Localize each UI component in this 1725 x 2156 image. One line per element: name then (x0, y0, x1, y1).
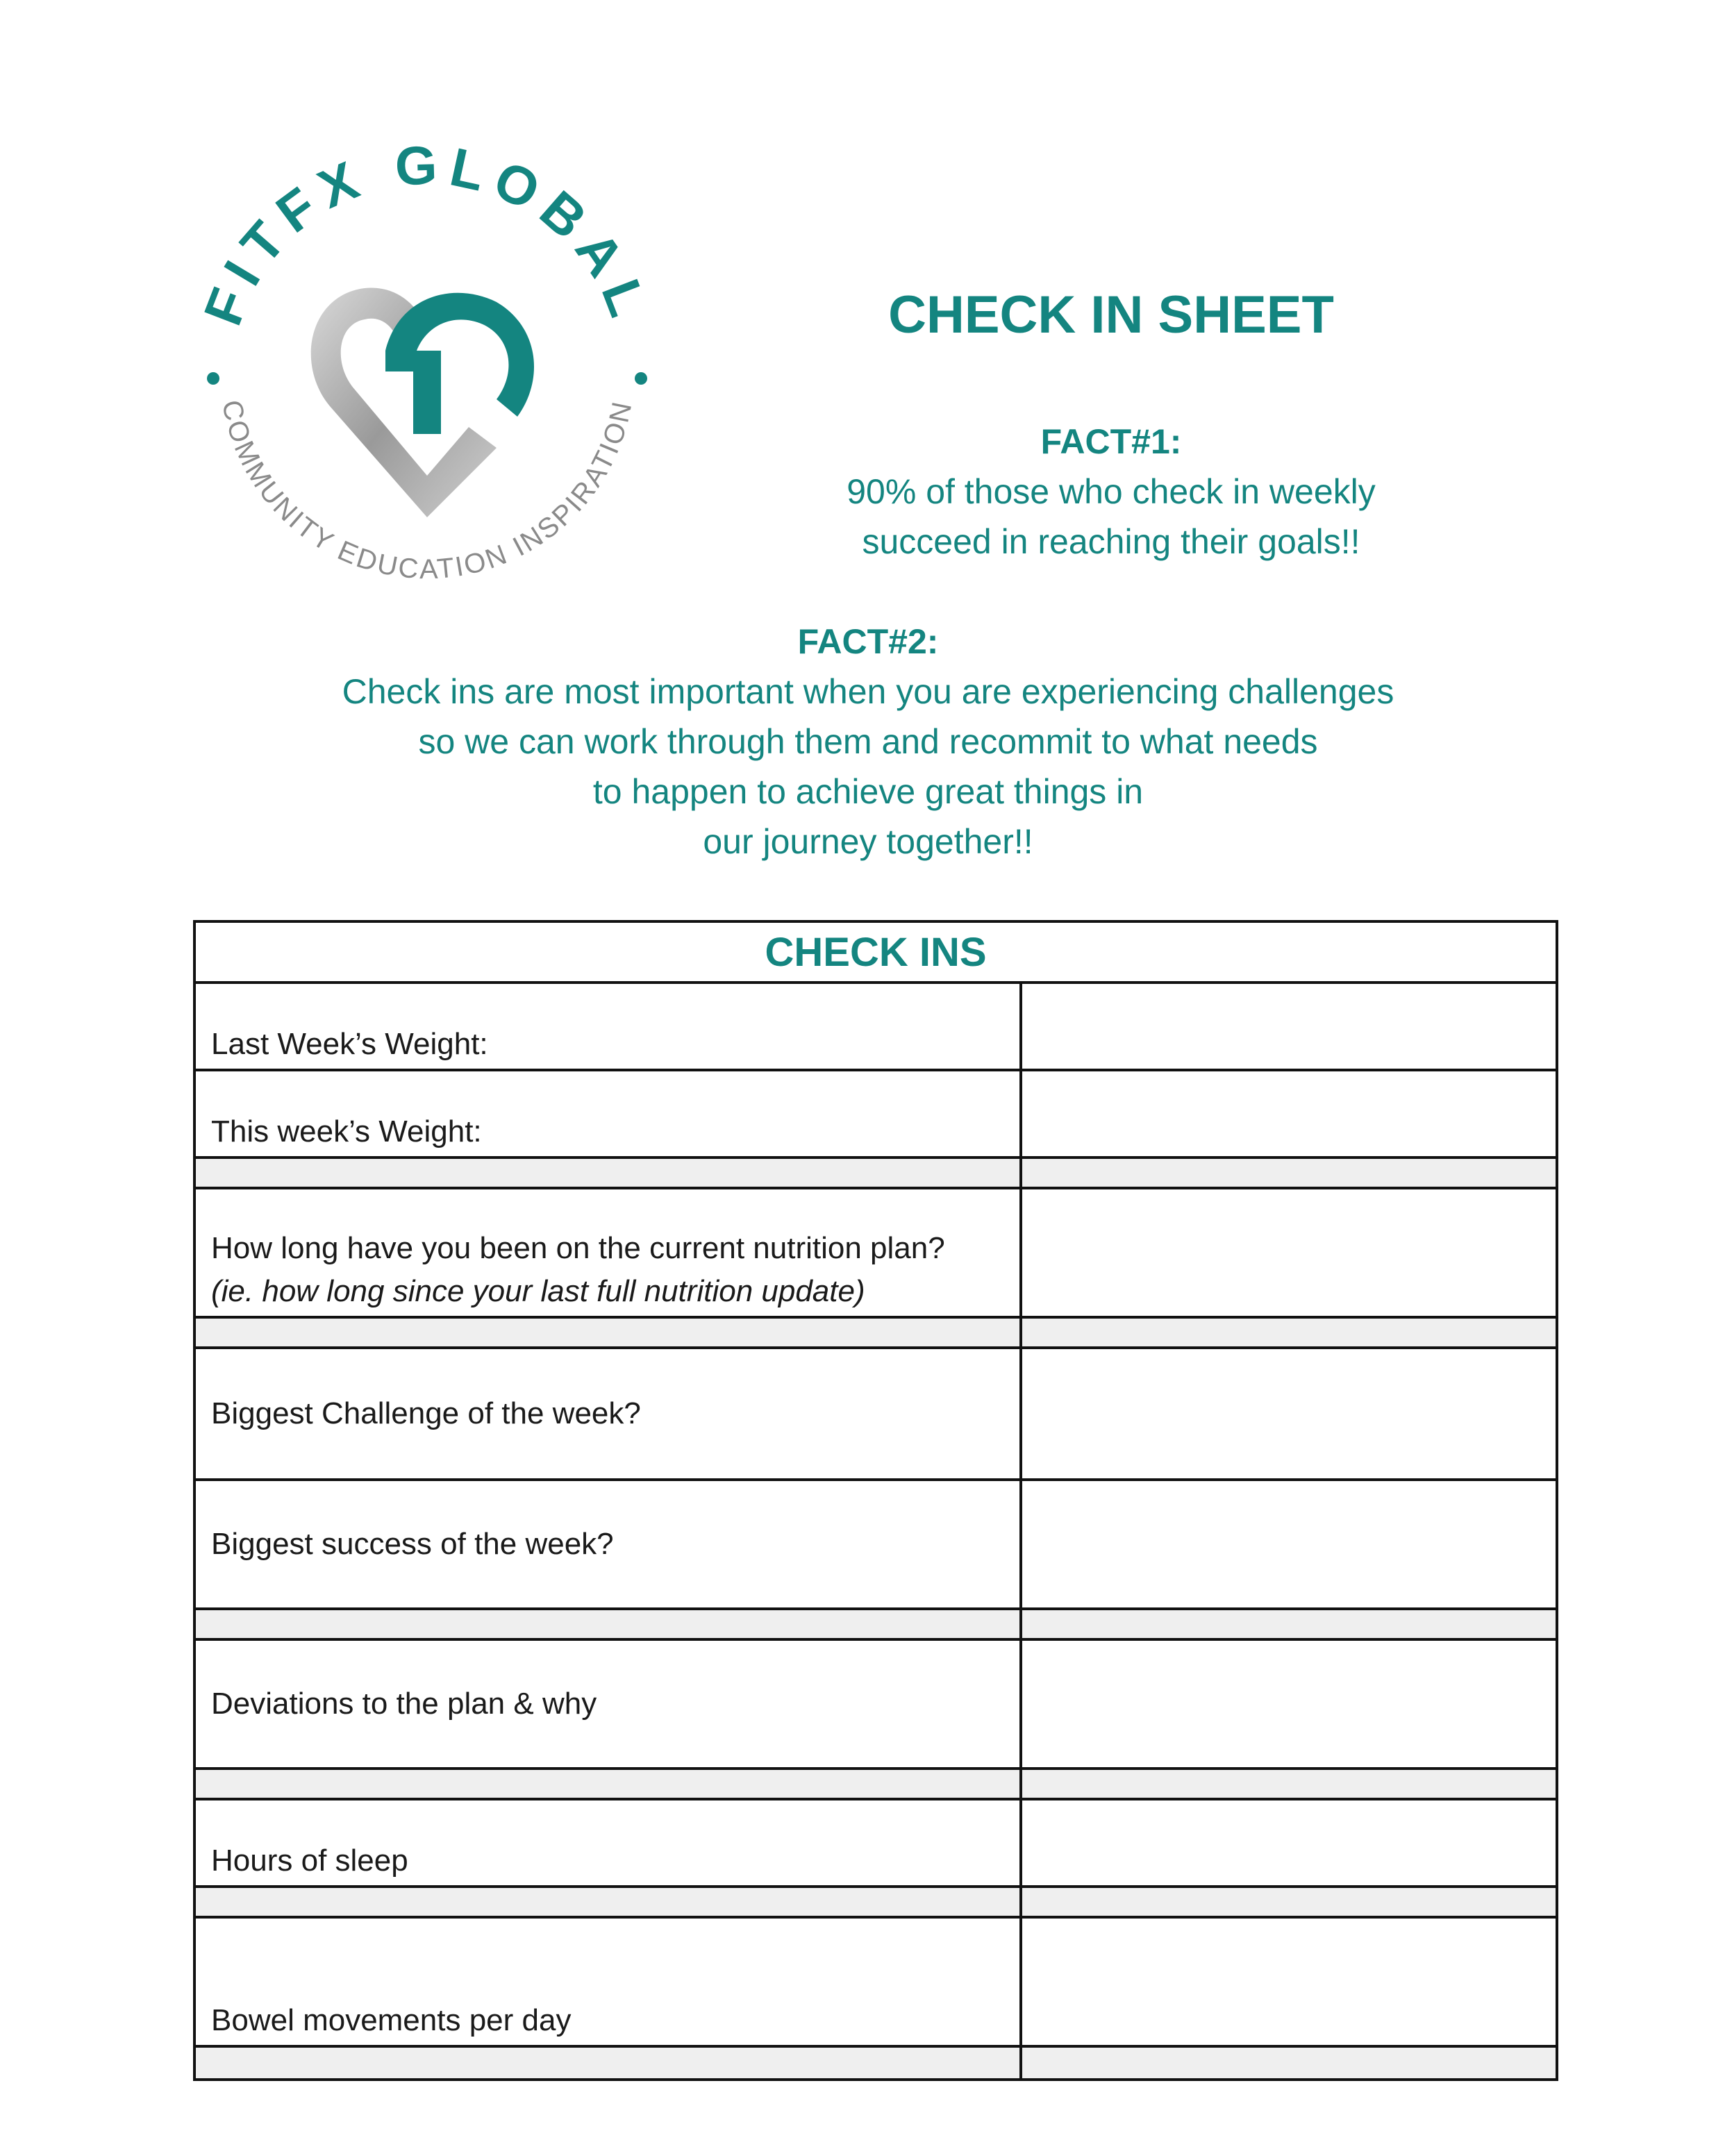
row-label: How long have you been on the current nutrition plan? (ie. how long since your last full nutrition update) (196, 1189, 1022, 1316)
row-note: (ie. how long since your last full nutrition update) (211, 1274, 865, 1308)
table-row (196, 1800, 1556, 1888)
fact-2 (167, 617, 1569, 867)
row-label: Bowel movements per day (196, 1919, 1022, 2045)
table-row (196, 1071, 1556, 1159)
fact-2-line: Check ins are most important when you are experiencing challenges (342, 672, 1394, 711)
spacer-row (196, 1319, 1556, 1349)
spacer-row (196, 2048, 1556, 2078)
bowel-movements-field[interactable] (1022, 1919, 1556, 2045)
row-label: Biggest Challenge of the week? (196, 1349, 1022, 1478)
deviations-field[interactable] (1022, 1641, 1556, 1767)
table-header: CHECK INS (196, 923, 1556, 984)
hours-of-sleep-field[interactable] (1022, 1800, 1556, 1885)
table-row (196, 1481, 1556, 1610)
fact-1-line: 90% of those who check in weekly (847, 472, 1376, 511)
spacer-row (196, 1770, 1556, 1800)
fact-2-line: to happen to achieve great things in (592, 772, 1144, 811)
table-row (196, 1189, 1556, 1319)
spacer-row (196, 1888, 1556, 1919)
table-row (196, 1349, 1556, 1481)
biggest-challenge-field[interactable] (1022, 1349, 1556, 1478)
spacer-row (196, 1610, 1556, 1641)
fact-2-line: so we can work through them and recommit to what needs (418, 722, 1318, 761)
last-week-weight-field[interactable] (1022, 984, 1556, 1069)
fact-2-heading: FACT#2: (797, 622, 939, 661)
row-label: Hours of sleep (196, 1800, 1022, 1885)
table-row (196, 984, 1556, 1071)
nutrition-plan-duration-field[interactable] (1022, 1189, 1556, 1316)
table-row (196, 1641, 1556, 1770)
row-label: This week’s Weight: (196, 1071, 1022, 1156)
row-label: Biggest success of the week? (196, 1481, 1022, 1607)
fact-2-line: our journey together!! (703, 822, 1033, 861)
row-label: Last Week’s Weight: (196, 984, 1022, 1069)
table-row (196, 1919, 1556, 2048)
logo-brand-text: FITFX GLOBAL (192, 142, 662, 333)
biggest-success-field[interactable] (1022, 1481, 1556, 1607)
fact-1-line: succeed in reaching their goals!! (862, 522, 1360, 561)
check-ins-table (193, 920, 1558, 2081)
page-title: CHECK IN SHEET (888, 285, 1334, 344)
fact-1-heading: FACT#1: (1040, 422, 1182, 461)
this-week-weight-field[interactable] (1022, 1071, 1556, 1156)
spacer-row (196, 1159, 1556, 1189)
logo-tagline: COMMUNITY EDUCATION INSPIRATION (216, 397, 638, 585)
row-label: Deviations to the plan & why (196, 1641, 1022, 1767)
fact-1 (694, 417, 1528, 567)
fitfx-global-logo (191, 142, 663, 615)
